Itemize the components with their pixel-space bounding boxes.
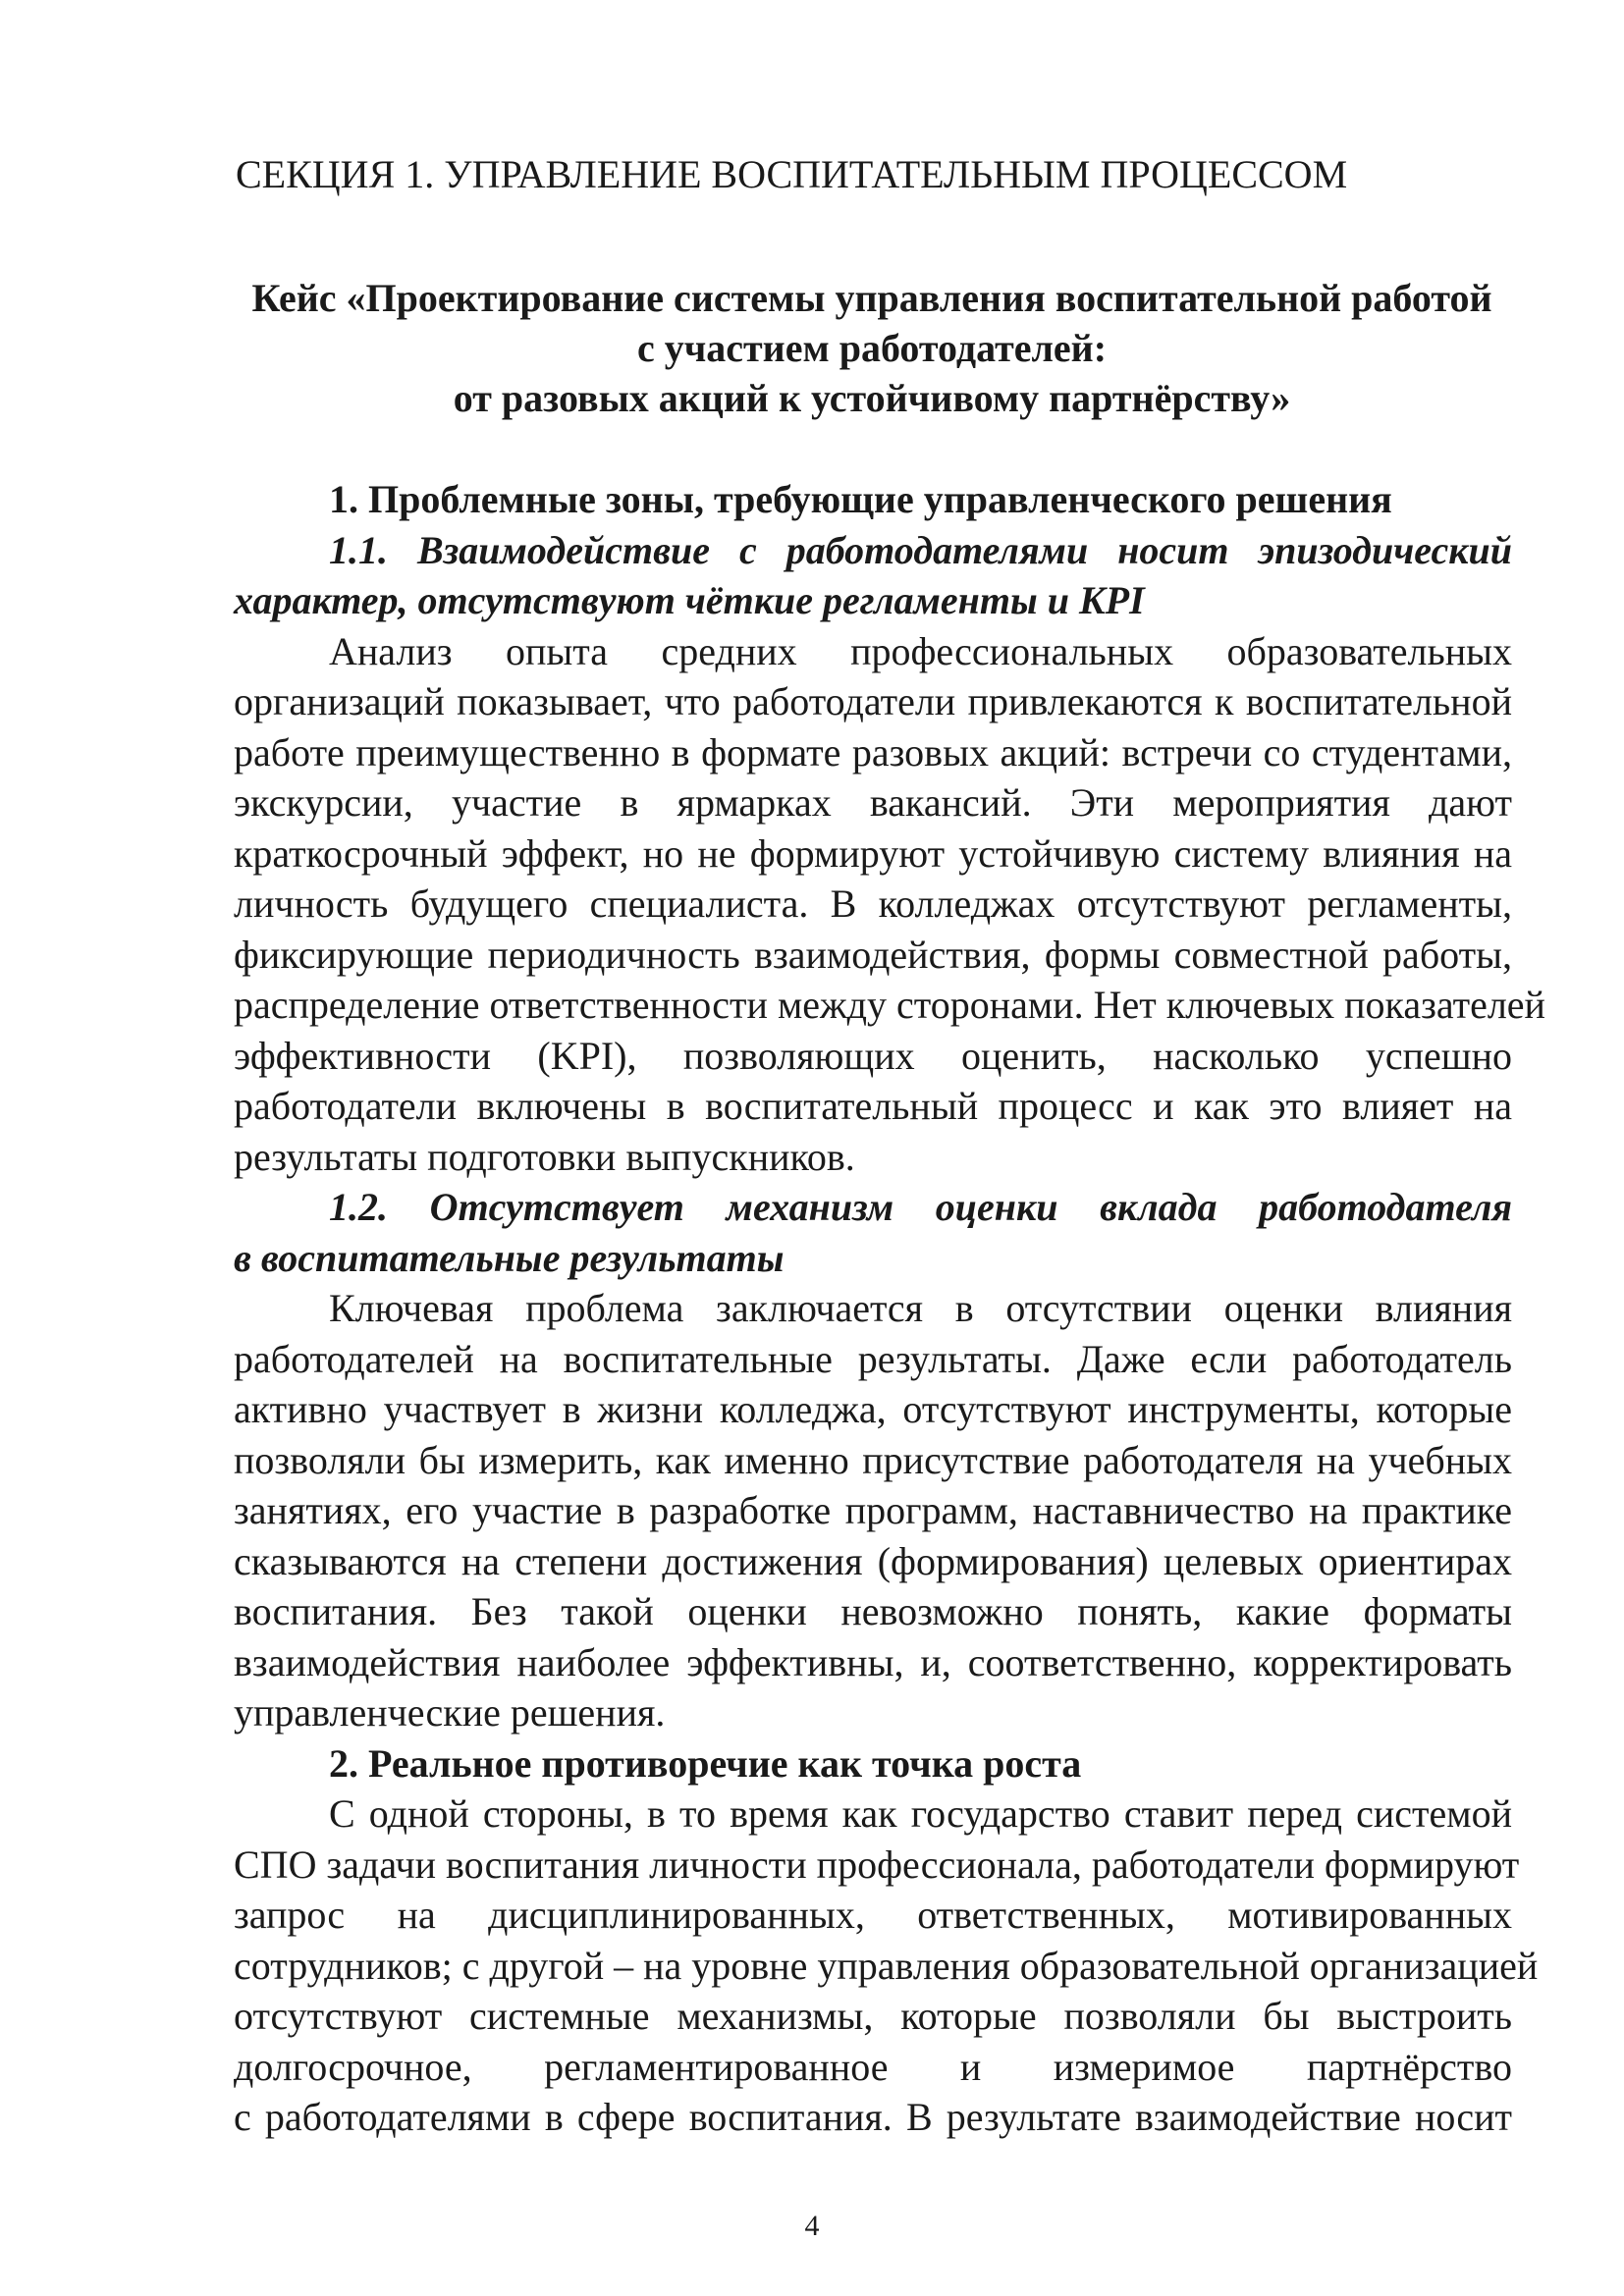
paragraph-line: фиксирующие периодичность взаимодействия, формы совместной работы, bbox=[234, 932, 1512, 977]
case-title-line-1: Кейс «Проектирование системы управления воспитательной работой bbox=[251, 276, 1492, 320]
paragraph-line: эффективности (KPI), позволяющих оценить, насколько успешно bbox=[234, 1033, 1512, 1078]
heading-1-1-line-1: 1.1. Взаимодействие с работодателями носит эпизодический bbox=[329, 527, 1512, 572]
paragraph-line: долгосрочное, регламентированное и измеримое партнёрство bbox=[234, 2044, 1512, 2089]
heading-1-2-line-2: в воспитательные результаты bbox=[234, 1235, 785, 1280]
heading-2: 2. Реальное противоречие как точка роста bbox=[329, 1740, 1082, 1786]
paragraph-line: управленческие решения. bbox=[234, 1690, 666, 1735]
heading-1-1-line-2: характер, отсутствуют чёткие регламенты и KPI bbox=[234, 578, 1145, 622]
document-body bbox=[234, 474, 1545, 2143]
paragraph-line: работодателей на воспитательные результаты. Даже если работодатель bbox=[234, 1336, 1512, 1381]
paragraph-line: запрос на дисциплинированных, ответственных, мотивированных bbox=[234, 1893, 1512, 1937]
section-title: СЕКЦИЯ 1. УПРАВЛЕНИЕ ВОСПИТАТЕЛЬНЫМ ПРОЦЕССОМ bbox=[236, 152, 1348, 196]
case-title-line-3: от разовых акций к устойчивому партнёрству» bbox=[453, 376, 1291, 420]
paragraph-line: организаций показывает, что работодатели привлекаются к воспитательной bbox=[234, 679, 1512, 723]
paragraph-line: Анализ опыта средних профессиональных образовательных bbox=[329, 628, 1512, 673]
paragraph-line: СПО задачи воспитания личности профессионала, работодатели формируют bbox=[234, 1842, 1520, 1887]
paragraph-line: Ключевая проблема заключается в отсутствии оценки влияния bbox=[329, 1286, 1512, 1330]
paragraph-line: позволяли бы измерить, как именно присутствие работодателя на учебных bbox=[234, 1437, 1512, 1482]
paragraph-line: отсутствуют системные механизмы, которые позволяли бы выстроить bbox=[234, 1994, 1512, 2038]
paragraph-line: работе преимущественно в формате разовых акций: встречи со студентами, bbox=[234, 729, 1512, 774]
paragraph-line: результаты подготовки выпускников. bbox=[234, 1134, 855, 1179]
paragraph-line: с работодателями в сфере воспитания. В результате взаимодействие носит bbox=[234, 2095, 1512, 2139]
paragraph-line: распределение ответственности между сторонами. Нет ключевых показателей bbox=[234, 983, 1545, 1027]
case-title-line-2: с участием работодателей: bbox=[636, 326, 1108, 370]
paragraph-line: С одной стороны, в то время как государство ставит перед системой bbox=[329, 1791, 1512, 1836]
paragraph-line: экскурсии, участие в ярмарках вакансий. Эти мероприятия дают bbox=[234, 780, 1512, 825]
paragraph-line: взаимодействия наиболее эффективны, и, соответственно, корректировать bbox=[234, 1639, 1512, 1684]
case-title bbox=[234, 273, 1510, 423]
paragraph-line: краткосрочный эффект, но не формируют устойчивую систему влияния на bbox=[234, 830, 1512, 876]
paragraph-line: сказываются на степени достижения (формирования) целевых ориентирах bbox=[234, 1538, 1512, 1583]
paragraph-line: работодатели включены в воспитательный процесс и как это влияет на bbox=[234, 1084, 1512, 1128]
paragraph-line: личность будущего специалиста. В колледжах отсутствуют регламенты, bbox=[234, 881, 1512, 926]
heading-1-2-line-1: 1.2. Отсутствует механизм оценки вклада работодателя bbox=[329, 1185, 1512, 1229]
paragraph-line: воспитания. Без такой оценки невозможно понять, какие форматы bbox=[234, 1589, 1512, 1633]
page-number: 4 bbox=[804, 2210, 820, 2242]
paragraph-line: активно участвует в жизни колледжа, отсутствуют инструменты, которые bbox=[234, 1387, 1512, 1431]
paragraph-line: занятиях, его участие в разработке программ, наставничество на практике bbox=[234, 1488, 1512, 1532]
heading-1: 1. Проблемные зоны, требующие управленческого решения bbox=[329, 477, 1392, 521]
paragraph-line: сотрудников; с другой – на уровне управления образовательной организацией bbox=[234, 1943, 1539, 1988]
